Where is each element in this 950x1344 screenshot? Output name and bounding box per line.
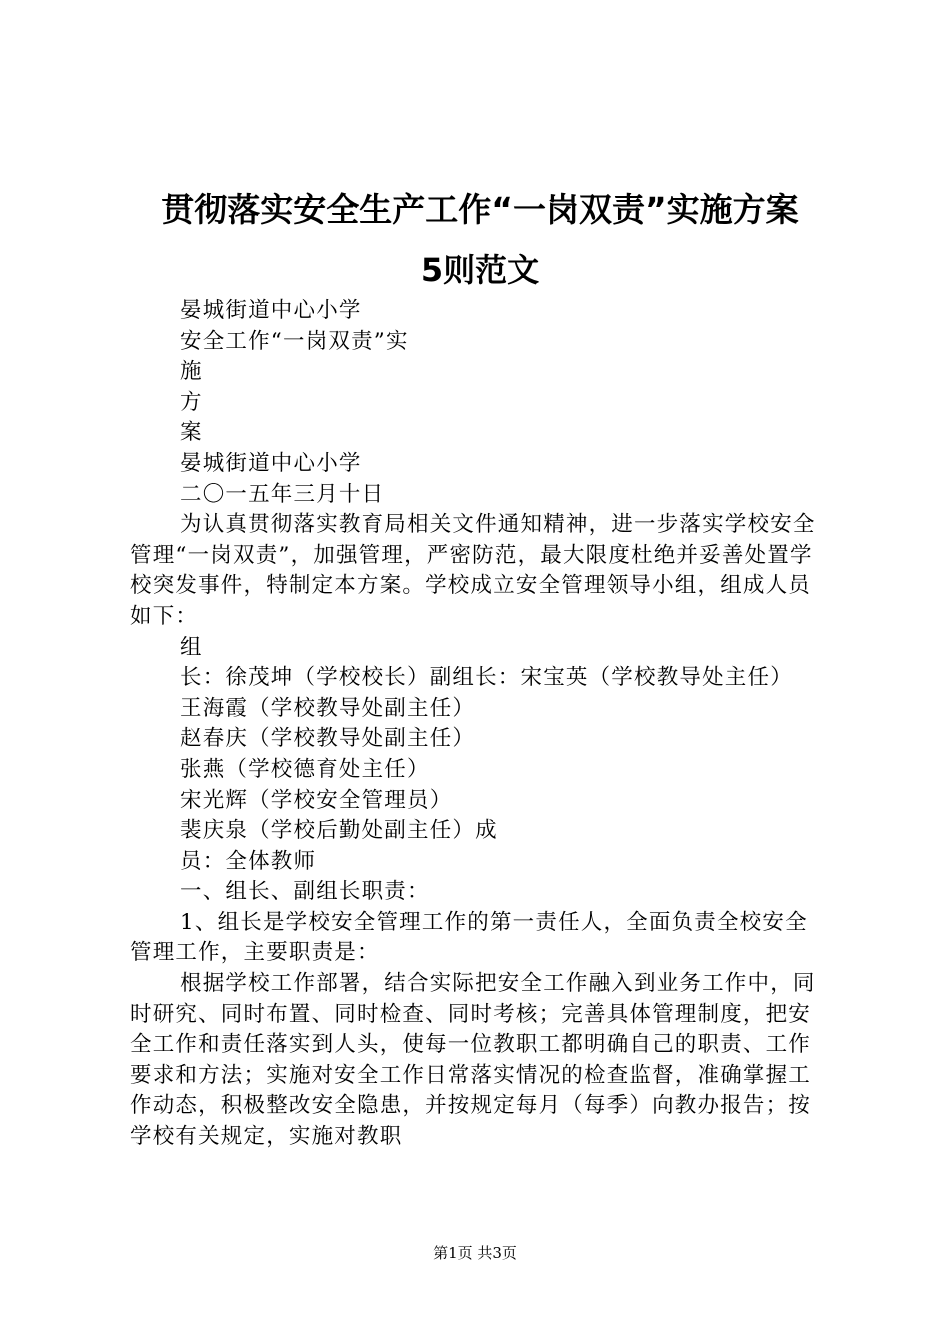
member-line: 裴庆泉（学校后勤处副主任）成 [180,818,498,844]
body-line: 案 [180,420,203,446]
body-line: 晏城街道中心小学 [180,298,362,323]
section-heading: 一、组长、副组长职责： [180,879,430,905]
member-line: 赵春庆（学校教导处副主任） [180,726,476,752]
document-title-line-2: 5则范文 [420,251,540,289]
document-title-line-1: 贯彻落实安全生产工作“一岗双责”实施方案 [161,190,799,229]
body-line: 安全工作“一岗双责”实 [180,328,409,354]
body-line: 施 [180,359,203,385]
document-body [130,296,830,1153]
member-line: 员：全体教师 [180,848,317,874]
member-line: 宋光辉（学校安全管理员） [180,787,453,813]
paragraph-leaders: 长：徐茂坤（学校校长）副组长：宋宝英（学校教导处主任） [180,665,793,691]
member-line: 王海霞（学校教导处副主任） [180,695,476,721]
body-line: 晏城街道中心小学 [180,450,362,476]
paragraph-duties: 根据学校工作部署，结合实际把安全工作融入到业务工作中，同时研究、同时布置、同时检查、同时考核；完善具体管理制度，把安全工作和责任落实到人头，使每一位教职工都明确自己的职责、工作要求和方法；实施对安全工作日常落实情况的检查监督，准确掌握工作动态，积极整改安全隐患，并按规定每月（每季）向教办报告；按学校有关规定，实施对教职 [130,971,816,1150]
body-line: 组 [180,634,203,660]
paragraph-intro: 为认真贯彻落实教育局相关文件通知精神，进一步落实学校安全管理“一岗双责”，加强管理，严密防范，最大限度杜绝并妥善处置学校突发事件，特制定本方案。学校成立安全管理领导小组，组成人员如下： [130,512,816,629]
body-line: 二〇一五年三月十日 [180,481,385,507]
member-line: 张燕（学校德育处主任） [180,756,430,782]
body-line: 方 [180,389,203,415]
paragraph-leader-duty: 1、组长是学校安全管理工作的第一责任人，全面负责全校安全管理工作，主要职责是： [130,909,808,966]
page-footer: 第1页 共3页 [433,1244,517,1262]
